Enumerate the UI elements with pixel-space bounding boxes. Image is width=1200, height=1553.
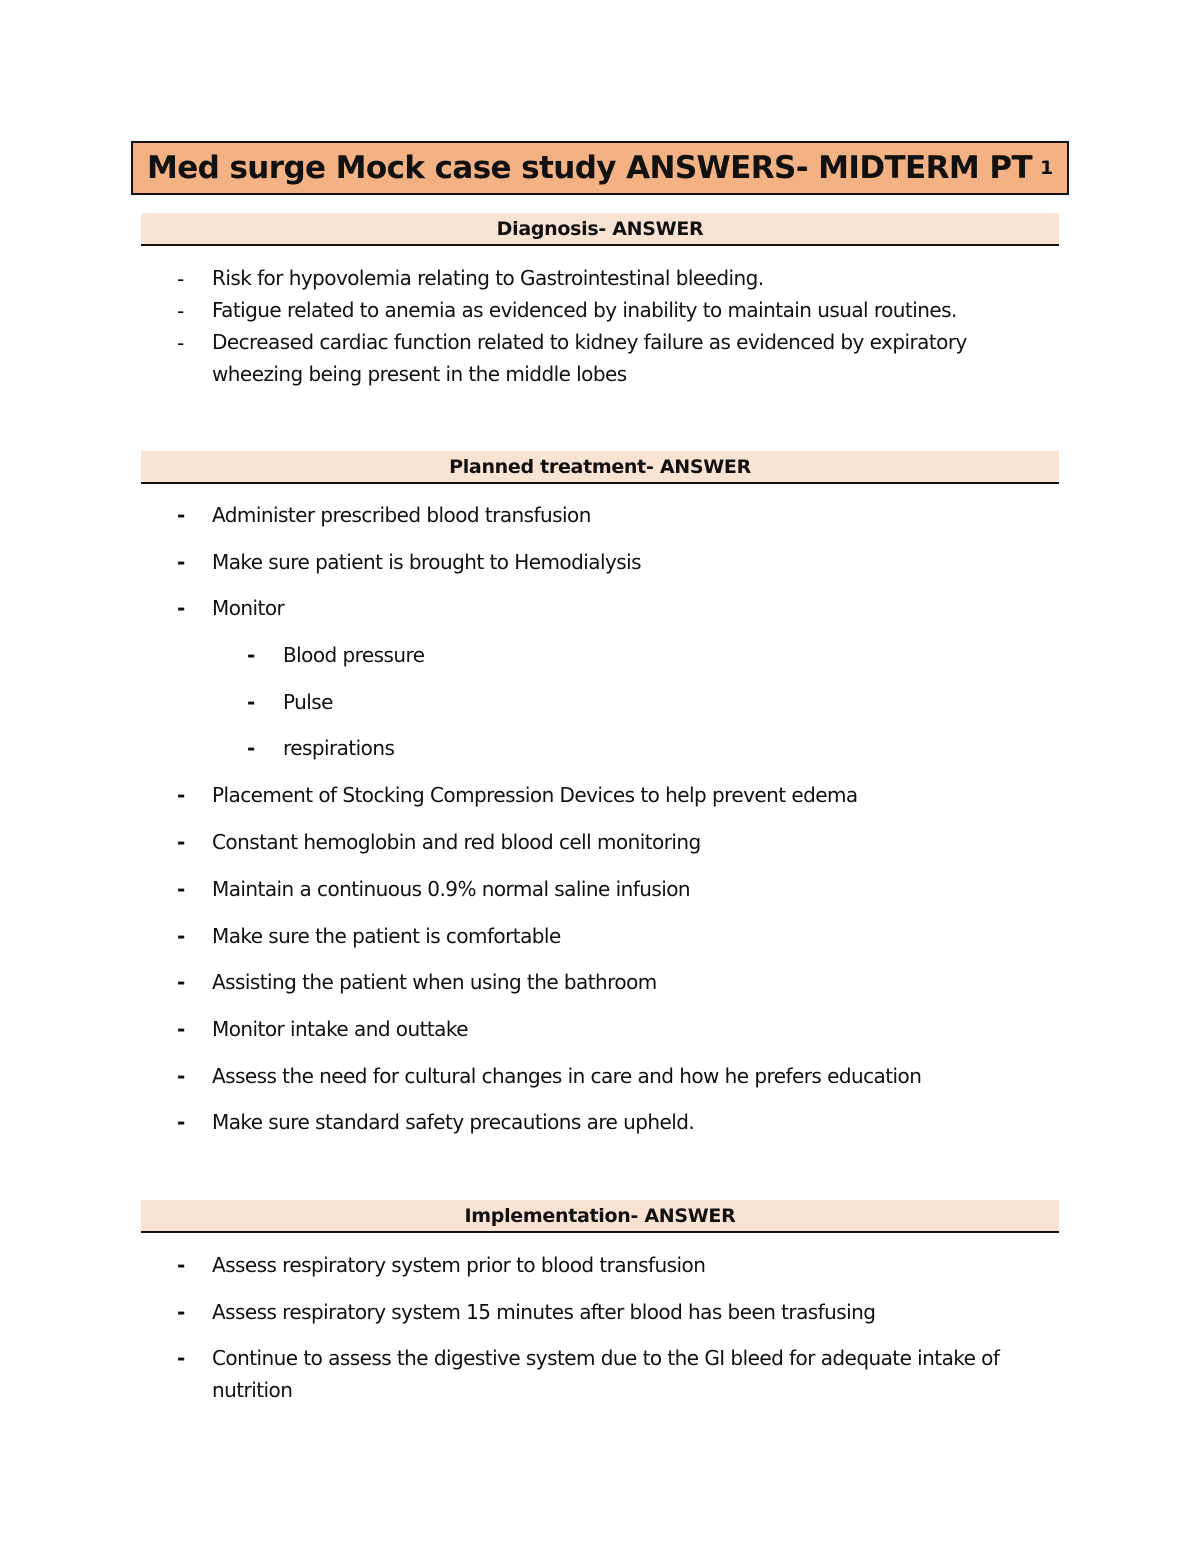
treatment-item: Constant hemoglobin and red blood cell monitoring — [212, 830, 701, 854]
implementation-item-continuation: nutrition — [212, 1378, 293, 1402]
bullet-dash: - — [247, 643, 256, 667]
treatment-item: Maintain a continuous 0.9% normal saline infusion — [212, 877, 691, 901]
bullet-dash: - — [177, 1253, 186, 1277]
diagnosis-item-continuation: wheezing being present in the middle lobes — [212, 362, 627, 386]
treatment-item: Administer prescribed blood transfusion — [212, 503, 591, 527]
treatment-item: Make sure standard safety precautions are upheld. — [212, 1110, 695, 1134]
bullet-dash: - — [177, 503, 186, 527]
bullet-dash: - — [177, 1110, 186, 1134]
document-title: Med surge Mock case study ANSWERS- MIDTERM PT — [147, 150, 1033, 186]
bullet-dash: - — [177, 783, 186, 807]
treatment-item: Assisting the patient when using the bathroom — [212, 970, 657, 994]
bullet-dash: - — [177, 1017, 186, 1041]
bullet-dash: - — [177, 299, 185, 323]
treatment-subitem: respirations — [283, 736, 395, 760]
treatment-subitem: Pulse — [283, 690, 333, 714]
bullet-dash: - — [177, 970, 186, 994]
bullet-dash: - — [177, 1300, 186, 1324]
section-heading-planned-treatment: Planned treatment- ANSWER — [141, 451, 1059, 484]
document-title-box — [131, 141, 1069, 195]
diagnosis-item: Fatigue related to anemia as evidenced by inability to maintain usual routines. — [212, 298, 957, 322]
treatment-item: Monitor intake and outtake — [212, 1017, 468, 1041]
bullet-dash: - — [177, 1346, 186, 1370]
implementation-item: Assess respiratory system 15 minutes after blood has been trasfusing — [212, 1300, 876, 1324]
bullet-dash: - — [177, 550, 186, 574]
implementation-item: Assess respiratory system prior to blood transfusion — [212, 1253, 706, 1277]
bullet-dash: - — [177, 1064, 186, 1088]
treatment-item: Make sure patient is brought to Hemodialysis — [212, 550, 642, 574]
bullet-dash: - — [177, 331, 185, 355]
implementation-item: Continue to assess the digestive system due to the GI bleed for adequate intake of — [212, 1346, 1000, 1370]
treatment-subitem: Blood pressure — [283, 643, 425, 667]
diagnosis-item: Risk for hypovolemia relating to Gastrointestinal bleeding. — [212, 266, 764, 290]
treatment-item: Placement of Stocking Compression Devices to help prevent edema — [212, 783, 858, 807]
bullet-dash: - — [177, 877, 186, 901]
diagnosis-item: Decreased cardiac function related to kidney failure as evidenced by expiratory — [212, 330, 967, 354]
bullet-dash: - — [177, 830, 186, 854]
section-heading-implementation: Implementation- ANSWER — [141, 1200, 1059, 1233]
treatment-item: Make sure the patient is comfortable — [212, 924, 561, 948]
treatment-item: Monitor — [212, 596, 285, 620]
treatment-item: Assess the need for cultural changes in care and how he prefers education — [212, 1064, 922, 1088]
bullet-dash: - — [247, 690, 256, 714]
bullet-dash: - — [177, 596, 186, 620]
document-title-part: 1 — [1040, 157, 1054, 179]
bullet-dash: - — [177, 924, 186, 948]
bullet-dash: - — [247, 736, 256, 760]
section-heading-diagnosis: Diagnosis- ANSWER — [141, 213, 1059, 246]
bullet-dash: - — [177, 267, 185, 291]
